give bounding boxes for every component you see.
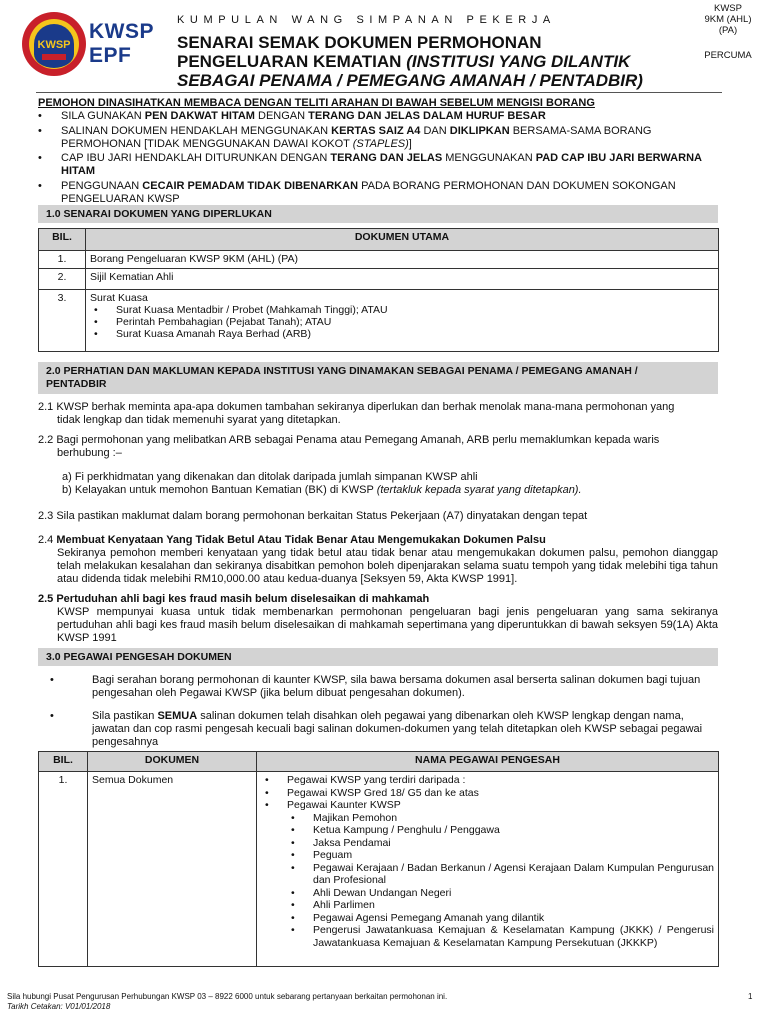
logo-wordmark bbox=[89, 20, 154, 68]
page-number: 1 bbox=[748, 992, 753, 1001]
col-document: DOKUMEN bbox=[88, 752, 257, 772]
letter-of-authority-list bbox=[90, 304, 714, 340]
title-line-2 bbox=[177, 52, 643, 71]
note-2-5: 2.5 Pertuduhan ahli bagi kes fraud masih belum diselesaikan di mahkamah KWSP mempunyai kuasa untuk tidak membenarkan permohonan pengeluaran bagi jenis pengeluaran yang sama sekiranya pertuduhan ahli bagi kes fraud masih belum diselesaikan di mahkamah sepertimana yang diperuntukkan di bawah seksyen 59(1A) Akta KWSP 1991 bbox=[38, 593, 718, 644]
col-bil: BIL. bbox=[39, 229, 86, 251]
note-2-2-items: a) Fi perkhidmatan yang dikenakan dan ditolak daripada jumlah simpanan KWSP ahli b) Kelayakan untuk memohon Bantuan Kematian (BK) di KWSP (tertakluk kepada syarat yang ditetapkan). bbox=[62, 471, 582, 496]
list-item: • Ahli Parlimen bbox=[261, 899, 714, 912]
title-line-1: SENARAI SEMAK DOKUMEN PERMOHONAN bbox=[177, 33, 542, 52]
note-2-4: 2.4 Membuat Kenyataan Yang Tidak Betul Atau Tidak Benar Atau Mengemukakan Dokumen Palsu Sekiranya pemohon memberi kenyataan yang tidak betul atau tidak benar atau mengemukakan dokumen palsu, pemohon dianggap telah melakukan kesalahan dan sekiranya disabitkan pemohon boleh dipenjarakan selama suatu tempoh yang tidak melebihi tiga tahun atau didenda tidak melebihi RM10,000.00 atau kedua-duanya [Seksyen 59, Akta KWSP 1991]. bbox=[38, 534, 718, 585]
table-row: 1. Semua Dokumen • Pegawai KWSP yang terdiri daripada : • Pegawai KWSP Gred 18/ G5 dan ke atas • Pegawai Kaunter KWSP • Majikan Pemohon • Ketua Kampung / Penghulu / Penggawa • Jaksa Pendamai • Peguam • Pegawai Kerajaan / Badan Berkanun / Agensi Kerajaan Dalam Kumpulan Pengurusan dan Profesional • Ahli Dewan Undangan Negeri • Ahli Parlimen • Pegawai Agensi Pemegang Amanah yang dilantik • Pengerusi Jawatankuasa Kemajuan & Keselamatan Kampung (JKKK) / Pengerusi Jawatankuasa Kemajuan & Keselamatan Kampung Persekutuan (JKKKP) bbox=[39, 772, 719, 967]
free-label: PERCUMA bbox=[704, 50, 752, 61]
list-item: • Pegawai Agensi Pemegang Amanah yang dilantik bbox=[261, 912, 714, 925]
advice-item: • PENGGUNAAN CECAIR PEMADAM TIDAK DIBENARKAN PADA BORANG PERMOHONAN DAN DOKUMEN SOKONGAN PENGELUARAN KWSP bbox=[38, 180, 710, 206]
list-item: • Majikan Pemohon bbox=[261, 812, 714, 825]
list-item: • Surat Kuasa Amanah Raya Berhad (ARB) bbox=[90, 328, 714, 340]
officer-sublist bbox=[261, 812, 714, 950]
officer-list bbox=[261, 774, 714, 812]
form-code-line: KWSP bbox=[714, 3, 742, 14]
advice-item: • SALINAN DOKUMEN HENDAKLAH MENGGUNAKAN KERTAS SAIZ A4 DAN DIKLIPKAN BERSAMA-SAMA BORANG PERMOHONAN [TIDAK MENGGUNAKAN DAWAI KOKOT (STAPLES)] bbox=[38, 125, 710, 151]
list-item: • Pegawai Kerajaan / Badan Berkanun / Agensi Kerajaan Dalam Kumpulan Pengurusan dan Profesional bbox=[261, 862, 714, 887]
list-item: • Pegawai KWSP Gred 18/ G5 dan ke atas bbox=[261, 787, 714, 800]
advice-item: • SILA GUNAKAN PEN DAKWAT HITAM DENGAN TERANG DAN JELAS DALAM HURUF BESAR bbox=[38, 110, 710, 123]
list-item: • Pegawai Kaunter KWSP bbox=[261, 799, 714, 812]
advice-item: • CAP IBU JARI HENDAKLAH DITURUNKAN DENGAN TERANG DAN JELAS MENGGUNAKAN PAD CAP IBU JARI BERWARNA HITAM bbox=[38, 152, 710, 178]
note-2-3: 2.3 Sila pastikan maklumat dalam borang permohonan berkaitan Status Pekerjaan (A7) dinyatakan dengan tepat bbox=[38, 510, 588, 522]
title-line-3: SEBAGAI PENAMA / PEMEGANG AMANAH / PENTADBIR) bbox=[177, 71, 643, 90]
title-line-2-italic: (INSTITUSI YANG DILANTIK bbox=[406, 52, 631, 71]
list-item: • Surat Kuasa Mentadbir / Probet (Mahkamah Tinggi); ATAU bbox=[90, 304, 714, 316]
list-item: • Perintah Pembahagian (Pejabat Tanah); ATAU bbox=[90, 316, 714, 328]
note-2-1: 2.1 KWSP berhak meminta apa-apa dokumen tambahan sekiranya diperlukan dan berhak menolak mana-mana permohonan yang tidak lengkap dan tidak memenuhi syarat yang ditetapkan. bbox=[38, 401, 675, 426]
organization-tagline: KUMPULAN WANG SIMPANAN PEKERJA bbox=[177, 14, 556, 26]
advice-list bbox=[38, 110, 710, 208]
certifying-officers-table bbox=[38, 751, 719, 967]
emblem-text: KWSP bbox=[37, 39, 71, 51]
section-3-heading: 3.0 PEGAWAI PENGESAH DOKUMEN bbox=[38, 648, 718, 666]
list-item: • Pegawai KWSP yang terdiri daripada : bbox=[261, 774, 714, 787]
table-row: 2. Sijil Kematian Ahli bbox=[39, 269, 719, 290]
list-item: • Pengerusi Jawatankuasa Kemajuan & Keselamatan Kampung (JKKK) / Pengerusi Jawatankuasa Kemajuan & Keselamatan Kampung Persekutuan (JKKKP) bbox=[261, 924, 714, 949]
logo-text-kwsp: KWSP bbox=[89, 20, 154, 43]
form-code bbox=[690, 3, 766, 36]
table-row: 1. Borang Pengeluaran KWSP 9KM (AHL) (PA) bbox=[39, 251, 719, 269]
required-documents-table bbox=[38, 228, 719, 352]
form-code-line: (PA) bbox=[718, 25, 738, 36]
advice-heading: PEMOHON DINASIHATKAN MEMBACA DENGAN TELITI ARAHAN DI BAWAH SEBELUM MENGISI BORANG bbox=[38, 97, 595, 109]
footer-contact: Sila hubungi Pusat Pengurusan Perhubungan KWSP 03 – 8922 6000 untuk sebarang pertanyaan berkaitan permohonan ini. bbox=[7, 992, 448, 1001]
list-item: • Sila pastikan SEMUA salinan dokumen telah disahkan oleh pegawai yang dibenarkan oleh KWSP lengkap dengan nama, jawatan dan cop rasmi pengesah kecuali bagi salinan dokumen-dokumen yang telah ditetapkan oleh KWSP sebagai pegawai pengesahnya bbox=[50, 710, 710, 749]
section-1-heading: 1.0 SENARAI DOKUMEN YANG DIPERLUKAN bbox=[38, 205, 718, 223]
col-document: DOKUMEN UTAMA bbox=[86, 229, 719, 251]
kwsp-emblem-icon bbox=[20, 10, 88, 78]
logo-text-epf: EPF bbox=[89, 44, 132, 67]
list-item: • Peguam bbox=[261, 849, 714, 862]
title-line-2-plain: PENGELUARAN KEMATIAN bbox=[177, 52, 407, 71]
document-title bbox=[177, 33, 643, 90]
col-bil: BIL. bbox=[39, 752, 88, 772]
note-2-2: 2.2 Bagi permohonan yang melibatkan ARB sebagai Penama atau Pemegang Amanah, ARB perlu memaklumkan kepada waris berhubung :– bbox=[38, 434, 660, 459]
col-officer: NAMA PEGAWAI PENGESAH bbox=[257, 752, 719, 772]
section-3-bullets bbox=[50, 674, 710, 751]
form-code-line: 9KM (AHL) bbox=[704, 14, 752, 25]
section-2-heading: 2.0 PERHATIAN DAN MAKLUMAN KEPADA INSTITUSI YANG DINAMAKAN SEBAGAI PENAMA / PEMEGANG AMANAH / PENTADBIR bbox=[38, 362, 718, 394]
list-item: • Ahli Dewan Undangan Negeri bbox=[261, 887, 714, 900]
list-item: • Bagi serahan borang permohonan di kaunter KWSP, sila bawa bersama dokumen asal berserta salinan dokumen bagi tujuan pengesahan oleh Pegawai KWSP (jika belum dibuat pengesahan dokumen). bbox=[50, 674, 710, 700]
list-item: • Jaksa Pendamai bbox=[261, 837, 714, 850]
table-row: 3. Surat Kuasa • Surat Kuasa Mentadbir / Probet (Mahkamah Tinggi); ATAU • Perintah Pembahagian (Pejabat Tanah); ATAU • Surat Kuasa Amanah Raya Berhad (ARB) bbox=[39, 290, 719, 352]
header-divider bbox=[36, 92, 722, 93]
list-item: • Ketua Kampung / Penghulu / Penggawa bbox=[261, 824, 714, 837]
footer-print-date: Tarikh Cetakan: V01/01/2018 bbox=[7, 1002, 111, 1011]
